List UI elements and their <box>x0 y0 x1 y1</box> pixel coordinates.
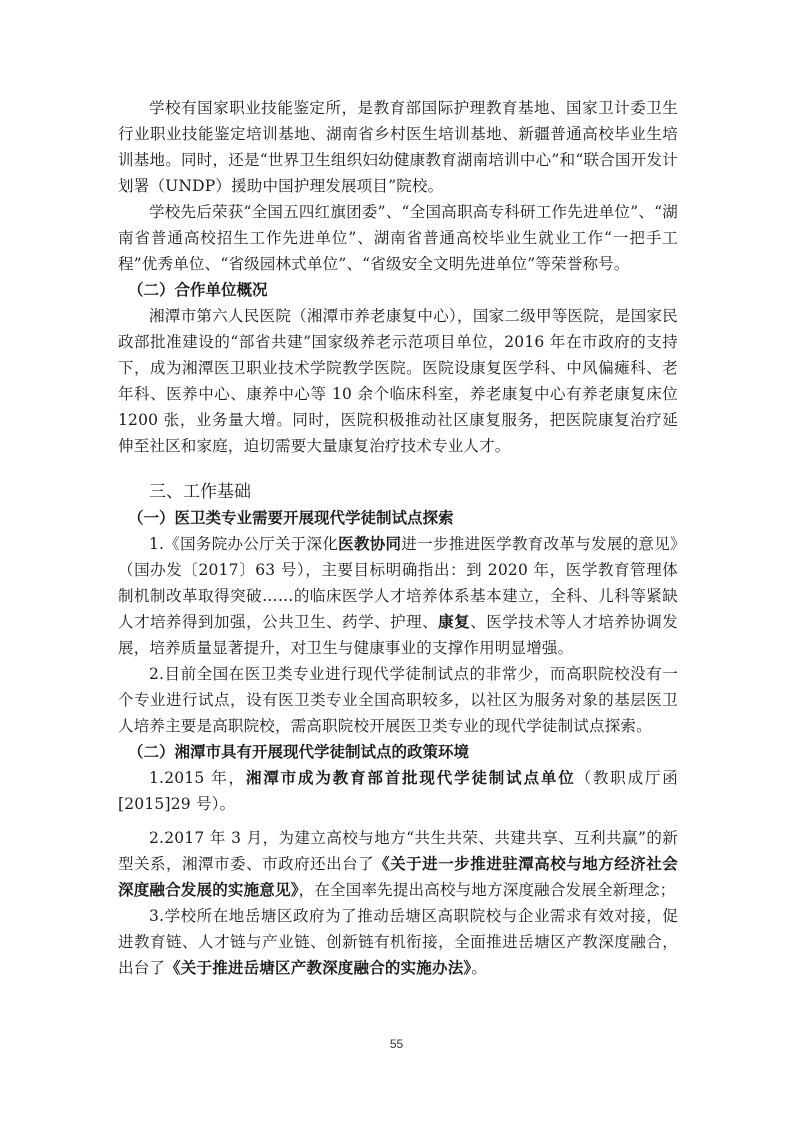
heading-explore: （一）医卫类专业需要开展现代学徒制试点探索 <box>128 509 454 527</box>
spacer <box>118 817 678 825</box>
text-run: （教职成厅函[2015]29 号）。 <box>118 769 679 813</box>
bold-run: 《关于推进岳塘区产教深度融合的实施办法》 <box>165 959 472 977</box>
text-run: 3.学校所在地岳塘区政府为了推动岳塘区高职院校与企业需求有效对接，促进教育链、人才链与产业链、创新链有机衔接，全面推进岳塘区产教深度融合，出台了 <box>118 907 678 977</box>
page-number: 55 <box>389 1037 404 1051</box>
text-run: 。 <box>471 959 488 977</box>
policy-paragraph-1 <box>118 765 678 817</box>
heading-policy: （二）湘潭市具有开展现代学徒制试点的政策环境 <box>128 743 470 761</box>
section-title-work-foundation: 三、工作基础 <box>149 482 251 502</box>
page-body <box>118 95 678 981</box>
bold-run: 湘潭市成为教育部首批现代学徒制试点单位 <box>245 769 576 787</box>
explore-paragraph-1 <box>118 531 678 661</box>
bold-run: 康复 <box>438 613 471 631</box>
partner-paragraph: 湘潭市第六人民医院（湘潭市养老康复中心），国家二级甲等医院，是国家民政部批准建设的“部省共建”国家级养老示范项目单位，2016 年在市政府的支持下，成为湘潭医卫职业技术学院教学医院。医院设康复医学科、中风偏瘫科、老年科、医养中心、康养中心等 10 余个临床科室，养老康复中心有养老康复床位 1200 张，业务量大增。同时，医院积极推动社区康复服务，把医院康复治疗延伸至社区和家庭，迫切需要大量康复治疗技术专业人才。 <box>118 307 678 455</box>
heading-partner-overview: （二）合作单位概况 <box>128 281 268 299</box>
text-run: 1.2015 年， <box>149 769 246 787</box>
text-run: 1.《国务院办公厅关于深化 <box>149 535 339 553</box>
text-run: ，在全国率先提出高校与地方深度融合发展全新理念； <box>298 881 676 899</box>
intro-paragraph-1: 学校有国家职业技能鉴定所，是教育部国际护理教育基地、国家卫计委卫生行业职业技能鉴定培训基地、湖南省乡村医生培训基地、新疆普通高校毕业生培训基地。同时，还是“世界卫生组织妇幼健康教育湖南培训中心”和“联合国开发计划署（UNDP）援助中国护理发展项目”院校。 <box>118 99 678 195</box>
bold-run: 《关于进一步推进驻潭高校与地方经济社会深度融合发展的实施意见》 <box>118 855 678 899</box>
policy-paragraph-2 <box>118 825 678 903</box>
policy-paragraph-3 <box>118 903 678 981</box>
intro-paragraph-2: 学校先后荣获“全国五四红旗团委”、“全国高职高专科研工作先进单位”、“湖南省普通高校招生工作先进单位”、湖南省普通高校毕业生就业工作“一把手工程”优秀单位、“省级园林式单位”、“省级安全文明先进单位”等荣誉称号。 <box>118 203 678 273</box>
text-run: 、医学技术等人才培养协调发展，培养质量显著提升，对卫生与健康事业的支撑作用明显增强。 <box>118 613 678 657</box>
text-run: 进一步推进医学教育改革与发展的意见》（国办发〔2017〕63 号），主要目标明确指出：到 2020 年，医学教育管理体制机制改革取得突破……的临床医学人才培养体系基本建立，全科、儿科等紧缺人才培养得到加强，公共卫生、药学、护理、 <box>118 535 678 631</box>
explore-paragraph-2: 2.目前全国在医卫类专业进行现代学徒制试点的非常少，而高职院校没有一个专业进行试点，设有医卫类专业全国高职较多，以社区为服务对象的基层医卫人培养主要是高职院校，需高职院校开展医卫类专业的现代学徒制试点探索。 <box>118 665 678 735</box>
bold-run: 医教协同 <box>338 535 402 553</box>
text-run: 2.2017 年 3 月，为建立高校与地方“共生共荣、共建共享、互利共赢”的新型关系，湘潭市委、市政府还出台了 <box>118 829 678 873</box>
